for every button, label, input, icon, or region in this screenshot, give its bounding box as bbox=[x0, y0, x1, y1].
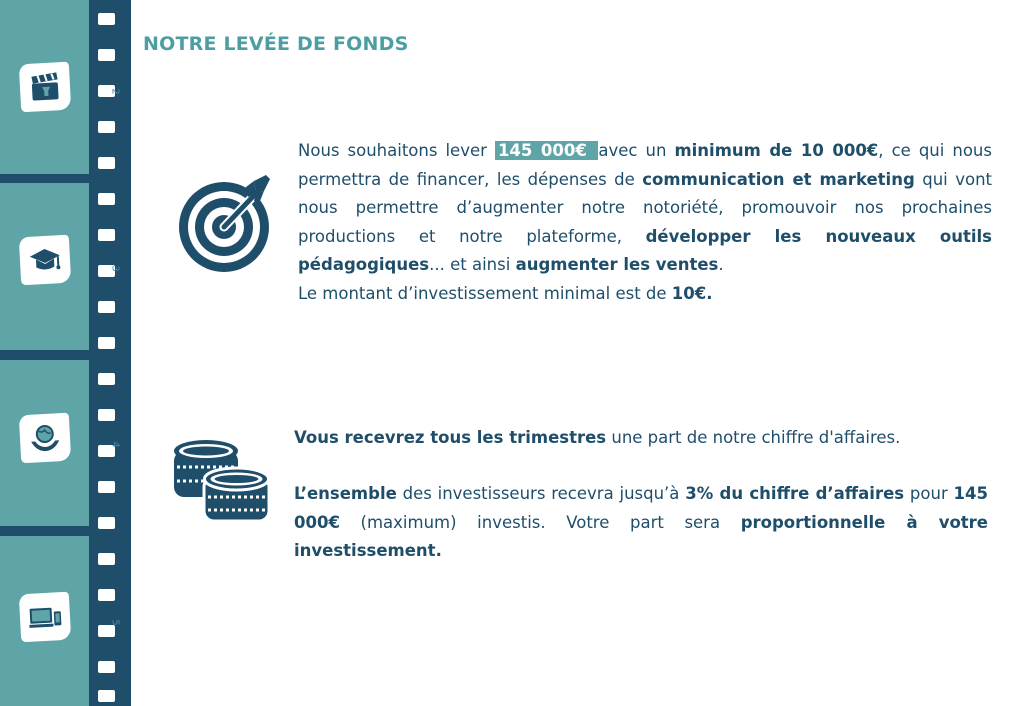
film-clapper-badge bbox=[19, 62, 71, 113]
text-segment: , ce qui nous permettra de financer, les dépenses de bbox=[298, 141, 992, 189]
film-perforation bbox=[98, 193, 115, 205]
film-perforation bbox=[98, 337, 115, 349]
returns-paragraph bbox=[294, 480, 988, 566]
page-title: NOTRE LEVÉE DE FONDS bbox=[143, 33, 409, 55]
film-clapper-icon bbox=[27, 69, 63, 105]
text-segment: qui vont nous permettre d’augmenter notre notoriété, promouvoir nos prochaines productions et notre plateforme, bbox=[298, 169, 993, 246]
text-segment: ... et ainsi bbox=[429, 255, 516, 274]
revenue-share-label: 3% du chiffre d’affaires bbox=[685, 484, 905, 503]
tools-label: développer les nouveaux outils pédagogiques bbox=[298, 226, 992, 274]
globe-hands-icon bbox=[27, 420, 63, 456]
film-perforation bbox=[98, 409, 115, 421]
text-segment: une part de notre chiffre d'affaires. bbox=[606, 428, 901, 447]
quarterly-label: Vous recevrez tous les trimestres bbox=[294, 428, 607, 447]
coins-icon bbox=[171, 439, 273, 523]
target-arrow-icon bbox=[174, 173, 274, 273]
film-perforation bbox=[98, 229, 115, 241]
film-perforation bbox=[98, 661, 115, 673]
film-perforation bbox=[98, 157, 115, 169]
frame-number: 5 bbox=[109, 619, 121, 626]
film-perforation bbox=[98, 517, 115, 529]
film-perforation bbox=[98, 690, 115, 702]
quarterly-paragraph bbox=[294, 424, 988, 453]
text-segment: pour bbox=[904, 484, 954, 503]
film-perforation bbox=[98, 13, 115, 25]
sales-label: augmenter les ventes bbox=[515, 255, 719, 274]
text-segment: Le montant d’investissement minimal est de bbox=[298, 283, 672, 303]
film-perforation bbox=[98, 301, 115, 313]
returns-amount: 145 000€ bbox=[294, 484, 988, 532]
text-segment: des investisseurs recevra jusqu’à bbox=[396, 484, 686, 503]
film-perforation bbox=[98, 373, 115, 385]
minimum-investment: 10€. bbox=[671, 283, 713, 303]
devices-icon bbox=[27, 599, 63, 635]
marketing-label: communication et marketing bbox=[642, 169, 915, 189]
graduation-cap-badge bbox=[19, 235, 71, 286]
film-strip-sidebar bbox=[0, 0, 131, 706]
text-segment: avec un bbox=[598, 141, 675, 160]
film-perforation bbox=[98, 589, 115, 601]
globe-hands-badge bbox=[19, 413, 71, 464]
film-perforation bbox=[98, 49, 115, 61]
text-segment: . bbox=[718, 255, 724, 274]
fundraising-amount-highlight: 145 000€ bbox=[495, 141, 598, 160]
frame-number: 4 bbox=[109, 441, 121, 448]
minimum-amount: minimum de 10 000€ bbox=[674, 141, 879, 160]
devices-badge bbox=[19, 592, 71, 643]
text-segment: (maximum) investis. Votre part sera bbox=[339, 512, 741, 532]
all-investors-label: L’ensemble bbox=[294, 484, 397, 503]
proportional-label: proportionnelle à votre investissement. bbox=[294, 512, 988, 560]
film-perforation bbox=[98, 481, 115, 493]
film-perforation bbox=[98, 553, 115, 565]
text-segment: Nous souhaitons lever bbox=[298, 141, 495, 160]
fundraising-paragraph bbox=[298, 137, 992, 308]
film-perforation bbox=[98, 121, 115, 133]
frame-number: 3 bbox=[109, 265, 121, 272]
graduation-cap-icon bbox=[27, 242, 63, 278]
film-perforation bbox=[98, 625, 115, 637]
frame-number: 2 bbox=[109, 88, 121, 95]
